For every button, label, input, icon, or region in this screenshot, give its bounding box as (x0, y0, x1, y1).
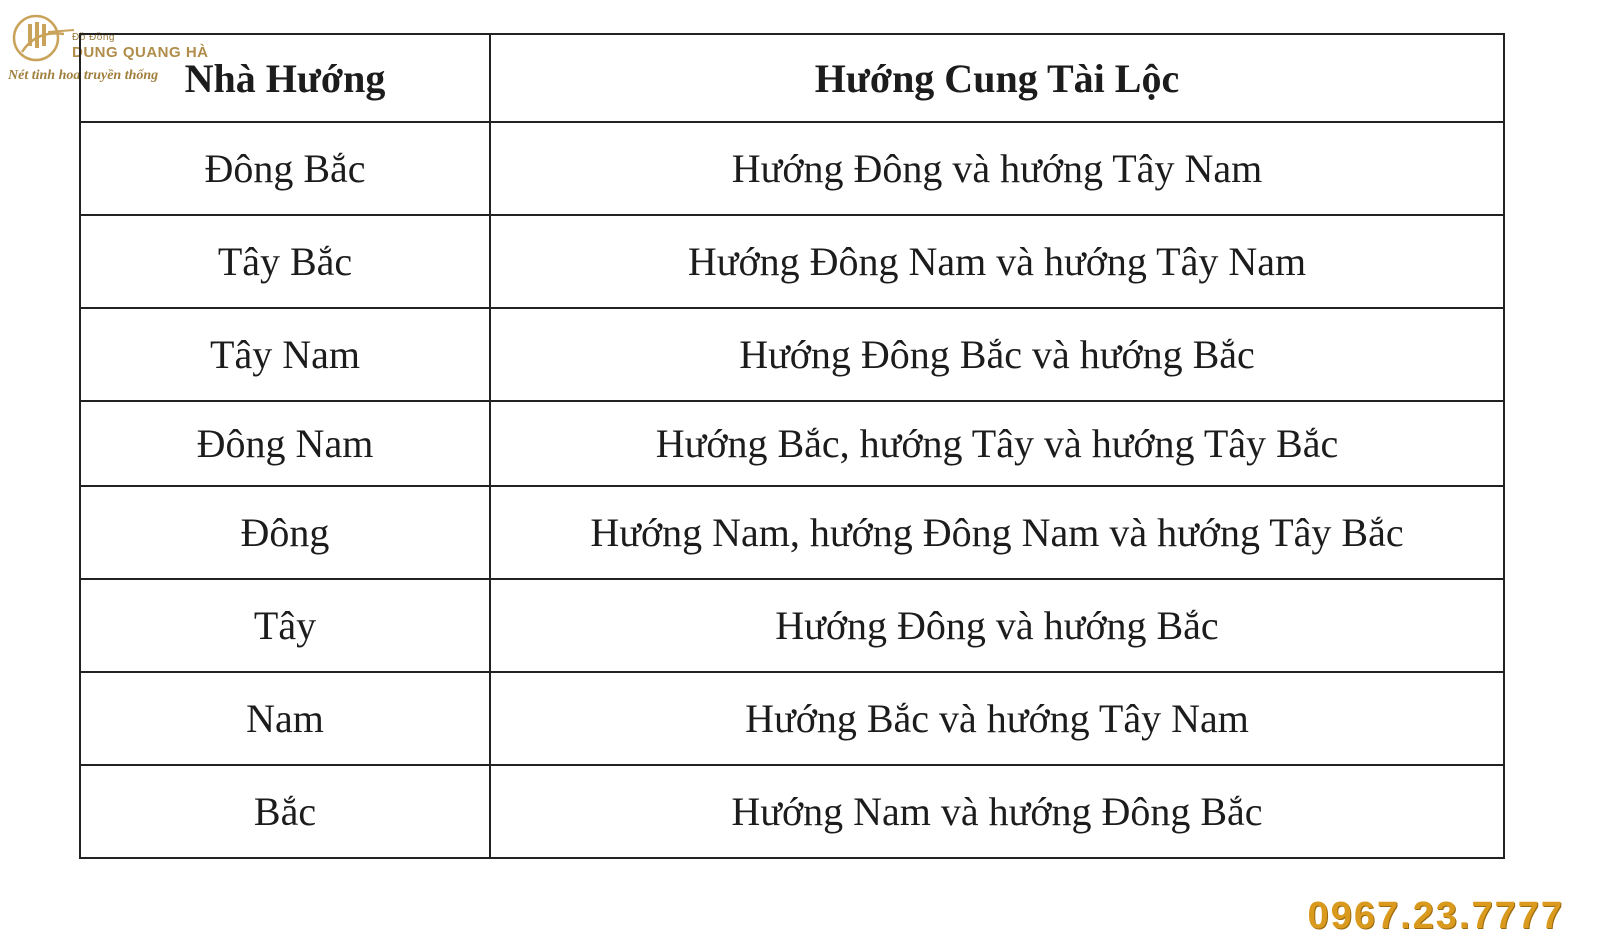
cell-house-direction: Tây (80, 579, 490, 672)
logo-slogan: Nét tinh hoa truyền thống (8, 68, 159, 83)
cell-house-direction: Nam (80, 672, 490, 765)
table-row (80, 486, 1504, 579)
cell-wealth-direction: Hướng Đông Bắc và hướng Bắc (490, 308, 1504, 401)
header-wealth-direction: Hướng Cung Tài Lộc (490, 34, 1504, 122)
cell-house-direction: Đông Bắc (80, 122, 490, 215)
cell-house-direction: Đông Nam (80, 401, 490, 486)
table-row (80, 672, 1504, 765)
logo-small-text: Đồ Đồng (72, 32, 115, 43)
cell-wealth-direction: Hướng Nam, hướng Đông Nam và hướng Tây Bắc (490, 486, 1504, 579)
cell-wealth-direction: Hướng Bắc và hướng Tây Nam (490, 672, 1504, 765)
cell-wealth-direction: Hướng Nam và hướng Đông Bắc (490, 765, 1504, 858)
cell-house-direction: Tây Bắc (80, 215, 490, 308)
table-row (80, 122, 1504, 215)
cell-house-direction: Tây Nam (80, 308, 490, 401)
cell-wealth-direction: Hướng Đông Nam và hướng Tây Nam (490, 215, 1504, 308)
table-row (80, 308, 1504, 401)
logo-brand-name: DUNG QUANG HÀ (72, 44, 209, 61)
cell-wealth-direction: Hướng Đông và hướng Bắc (490, 579, 1504, 672)
table-row (80, 579, 1504, 672)
cell-wealth-direction: Hướng Đông và hướng Tây Nam (490, 122, 1504, 215)
cell-wealth-direction: Hướng Bắc, hướng Tây và hướng Tây Bắc (490, 401, 1504, 486)
cell-house-direction: Đông (80, 486, 490, 579)
cell-house-direction: Bắc (80, 765, 490, 858)
header-house-direction: Nhà Hướng (80, 34, 490, 122)
direction-table (79, 33, 1505, 859)
table-row (80, 215, 1504, 308)
table-row (80, 765, 1504, 858)
table-row (80, 401, 1504, 486)
hotline-number[interactable]: 0967.23.7777 (1307, 895, 1564, 937)
direction-table-container (79, 33, 1503, 859)
table-header-row (80, 34, 1504, 122)
logo-emblem-icon (8, 10, 78, 70)
